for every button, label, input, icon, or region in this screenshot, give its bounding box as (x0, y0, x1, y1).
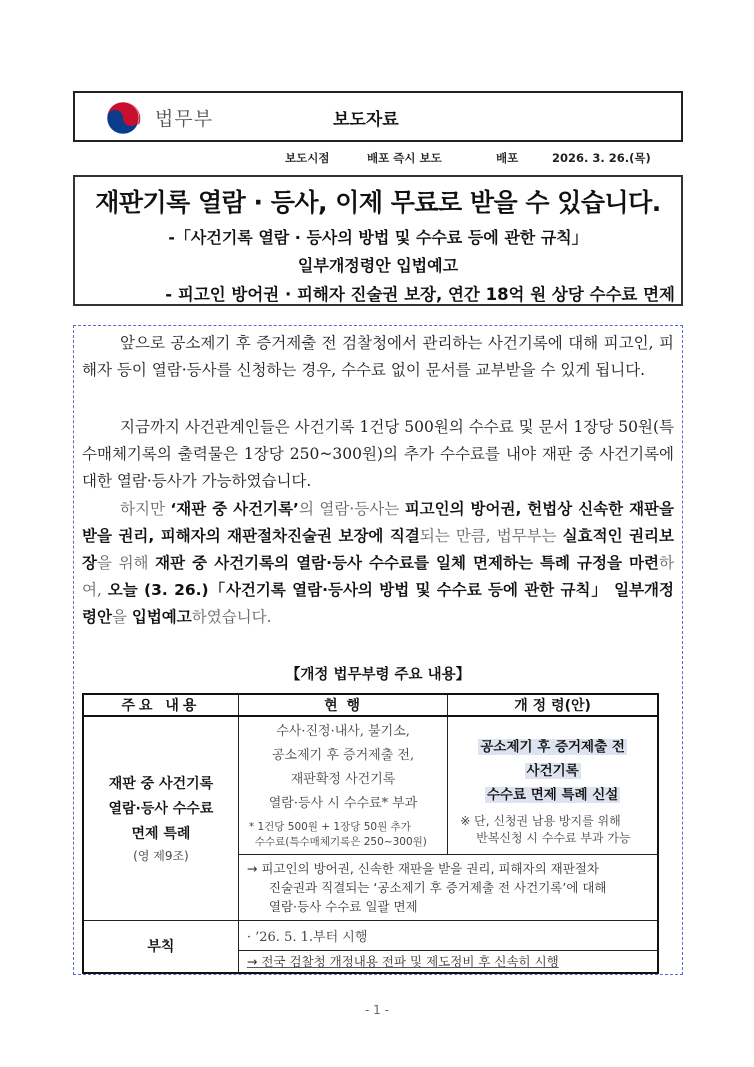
topic-cell (83, 716, 238, 921)
article-reference: (영 제9조) (133, 849, 189, 863)
p3-bold: 재판 중 사건기록의 열람·등사 수수료를 일체 면제하는 특례 규정을 마련 (155, 554, 660, 572)
current-footnote (239, 816, 447, 854)
header-current: 현 행 (238, 694, 447, 716)
p3-bold: 실효적인 권리보장 (82, 527, 674, 572)
note-line: 반복신청 시 수수료 부과 가능 (476, 831, 631, 845)
p3-text: 되는 만큼, 법무부는 (419, 527, 563, 545)
footnote-line: 수수료(특수매체기록은 250~300원) (254, 836, 427, 848)
subtitle-rule-name: -「사건기록 열람 · 등사의 방법 및 수수료 등에 관한 규칙」 (168, 228, 588, 247)
paragraph-2-text: 지금까지 사건관계인들은 사건기록 1건당 500원의 수수료 및 문서 1장당 50원(특수매체기록의 출력물은 1장당 250~300원)의 추가 수수료를 내야 재판 중 사건기록에 대한 열람·등사가 가능하였습니다. (82, 418, 674, 490)
p3-bold: 입법예고 (131, 608, 192, 626)
appendix-implementation: → 전국 검찰청 개정내용 전파 및 제도정비 후 신속히 시행 (238, 951, 658, 973)
effect-line: → 피고인의 방어권, 신속한 재판을 받을 권리, 피해자의 재판절차 (246, 861, 599, 876)
proposed-note (448, 807, 657, 847)
p3-text: 을 위해 (96, 554, 156, 572)
paragraph-3 (82, 496, 674, 631)
footnote-line: * 1건당 500원 + 1장당 50원 추가 (248, 821, 411, 833)
effect-cell (238, 855, 658, 921)
p3-text: 하지만 (120, 500, 171, 518)
release-date-label: 배포 (496, 151, 519, 165)
amendment-table (82, 693, 659, 974)
p3-text: 하여, (82, 554, 674, 599)
current-line: 열람·등사 시 수수료* 부과 (268, 796, 418, 811)
current-cell (238, 716, 447, 855)
p3-text: 하였습니다. (191, 608, 272, 626)
table-row (83, 716, 658, 855)
note-line: ※ 단, 신청권 남용 방지를 위해 (460, 814, 621, 828)
current-line: 공소제기 후 증거제출 전, (271, 748, 415, 763)
proposed-highlight: 공소제기 후 증거제출 전 (480, 739, 625, 755)
topic-line: 재판 중 사건기록 (108, 776, 214, 792)
page-number: - 1 - (365, 1003, 389, 1017)
proposed-highlight: 수수료 면제 특례 신설 (486, 787, 619, 803)
subtitle-legislative-notice: 일부개정령안 입법예고 (297, 256, 459, 275)
release-info (285, 150, 651, 166)
main-title: 재판기록 열람 · 등사, 이제 무료로 받을 수 있습니다. (95, 188, 661, 217)
p3-bold: ‘재판 중 사건기록’ (170, 500, 299, 518)
table-header-row (83, 694, 658, 716)
p3-bold: 오늘 (3. 26.)「사건기록 열람·등사의 방법 및 수수료 등에 관한 규칙」 일부개정령안 (82, 581, 674, 626)
government-emblem-icon (105, 100, 141, 136)
release-time-label: 보도시점 (285, 151, 330, 165)
current-line: 재판확정 사건기록 (290, 772, 396, 787)
p3-text: 의 열람·등사는 (298, 500, 405, 518)
paragraph-2 (82, 414, 674, 495)
table-title: 【개정 법무부령 주요 내용】 (285, 667, 471, 683)
subtitle-fee-exemption: - 피고인 방어권 · 피해자 진술권 보장, 연간 18억 원 상당 수수료 면제 (165, 285, 675, 304)
current-line: 수사·진정·내사, 불기소, (276, 724, 410, 739)
appendix-effective-date: · ’26. 5. 1.부터 시행 (238, 921, 658, 951)
effect-line: 열람·등사 수수료 일괄 면제 (268, 899, 418, 914)
table-row (83, 921, 658, 951)
header-topic: 주요 내용 (83, 694, 238, 716)
release-date-value: 2026. 3. 26.(목) (552, 151, 651, 165)
document-type: 보도자료 (333, 110, 399, 130)
appendix-label: 부칙 (83, 921, 238, 973)
release-time-value: 배포 즉시 보도 (367, 151, 442, 165)
p3-text: 을 (111, 608, 132, 626)
proposed-cell (448, 716, 658, 855)
topic-line: 열람·등사 수수료 (108, 801, 214, 817)
paragraph-1 (82, 330, 674, 384)
p3-bold: 피고인의 방어권, 헌법상 신속한 재판을 받을 권리, 피해자의 재판절차진술권 보장에 직결 (82, 500, 674, 545)
ministry-name: 법무부 (155, 108, 214, 130)
paragraph-1-text: 앞으로 공소제기 후 증거제출 전 검찰청에서 관리하는 사건기록에 대해 피고인, 피해자 등이 열람·등사를 신청하는 경우, 수수료 없이 문서를 교부받을 수 있게 됩니다. (82, 334, 674, 379)
title-box (73, 175, 683, 306)
header-proposed: 개 정 령(안) (448, 694, 658, 716)
topic-line: 면제 특례 (131, 826, 191, 842)
effect-line: 진술권과 직결되는 ‘공소제기 후 증거제출 전 사건기록’에 대해 (268, 880, 607, 895)
proposed-highlight: 사건기록 (526, 763, 579, 779)
header-box (73, 91, 683, 142)
body-box (73, 325, 683, 975)
